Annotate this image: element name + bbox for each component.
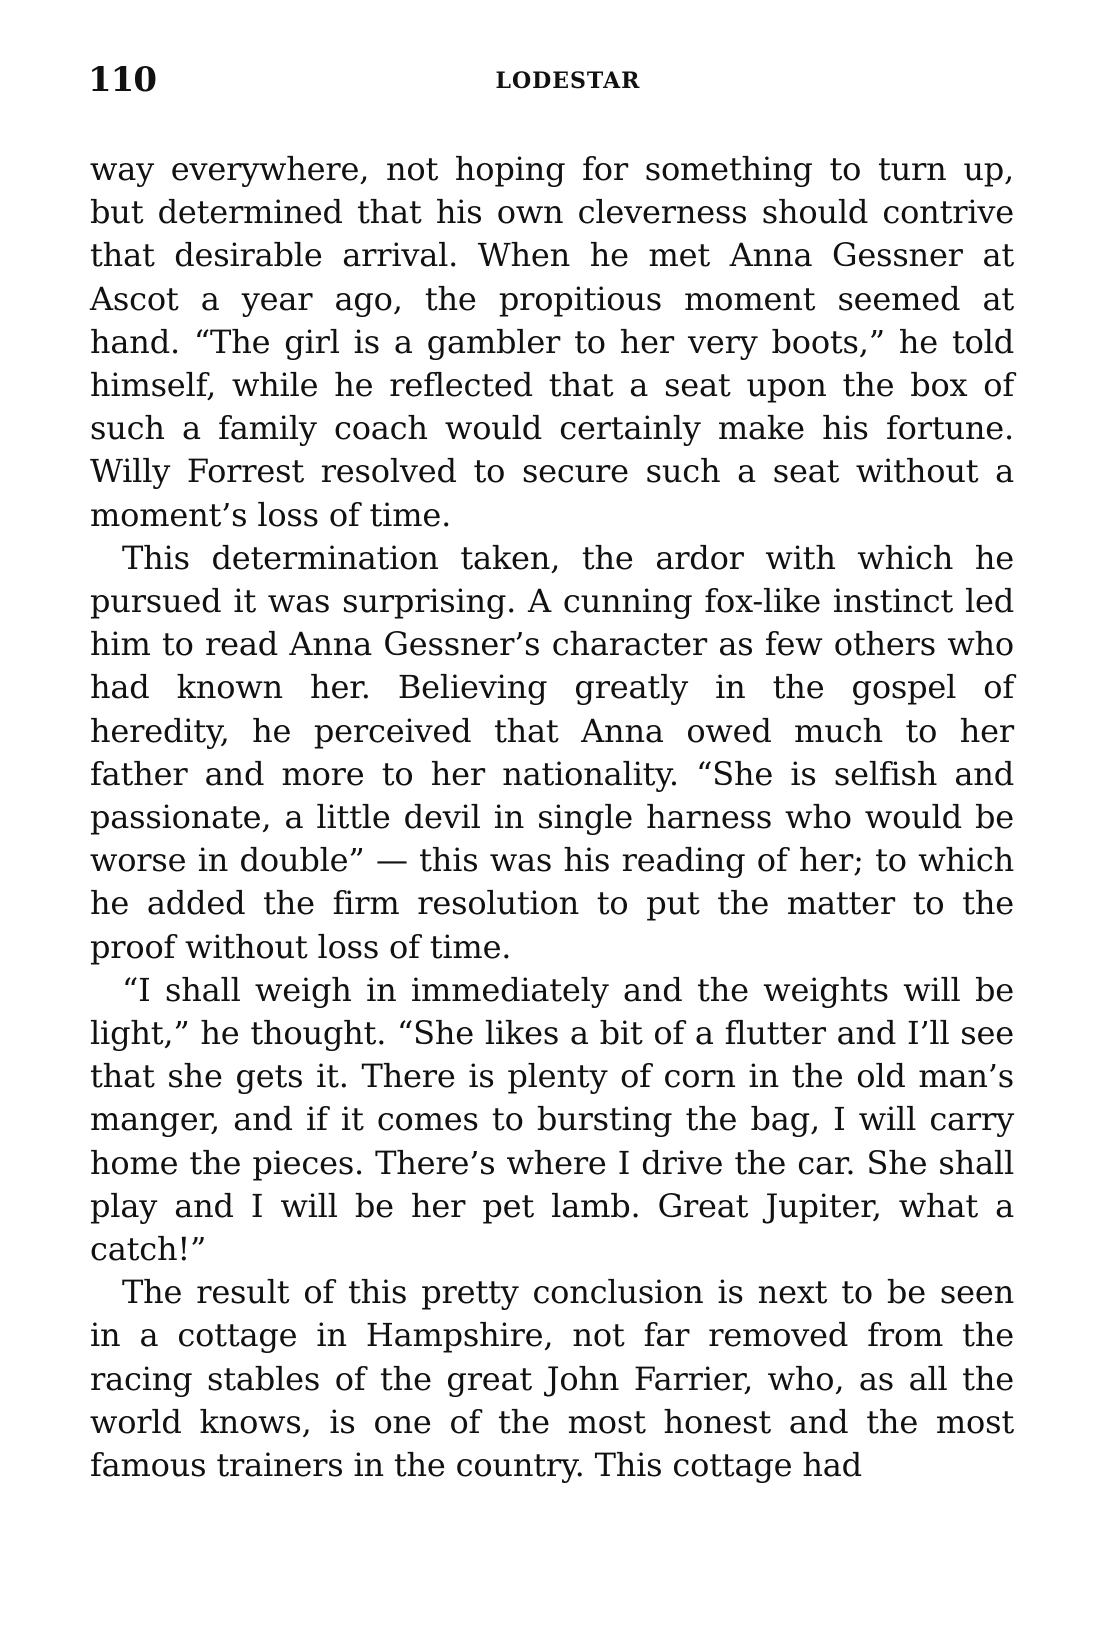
page-number: 110 [88,60,156,100]
body-text [90,148,1014,1487]
paragraph-1: way everywhere, not hoping for something to turn up, but determined that his own cleverness should contrive that desirable arrival. When he met Anna Gessner at Ascot a year ago, the propitious moment seemed at hand. “The girl is a gambler to her very boots,” he told himself, while he reflected that a seat upon the box of such a family coach would certainly make his fortune. Willy Forrest resolved to secure such a seat without a moment’s loss of time. [90,150,1014,534]
running-head: LODESTAR [495,68,641,94]
paragraph-4: The result of this pretty conclusion is next to be seen in a cottage in Hampshire, not far removed from the racing stables of the great John Farrier, who, as all the world knows, is one of the most honest and the most famous trainers in the country. This cottage had [90,1273,1014,1485]
paragraph-3: “I shall weigh in immediately and the weights will be light,” he thought. “She likes a bit of a flutter and I’ll see that she gets it. There is plenty of corn in the old man’s manger, and if it comes to bursting the bag, I will carry home the pieces. There’s where I drive the car. She shall play and I will be her pet lamb. Great Jupiter, what a catch!” [90,970,1014,1269]
page-header [88,60,1018,110]
paragraph-2: This determination taken, the ardor with which he pursued it was surprising. A cunning fox-like instinct led him to read Anna Gessner’s character as few others who had known her. Believing greatly in the gospel of heredity, he perceived that Anna owed much to her father and more to her nationality. “She is selfish and passionate, a little devil in single harness who would be worse in double” — this was his reading of her; to which he added the firm resolution to put the matter to the proof without loss of time. [90,538,1014,966]
